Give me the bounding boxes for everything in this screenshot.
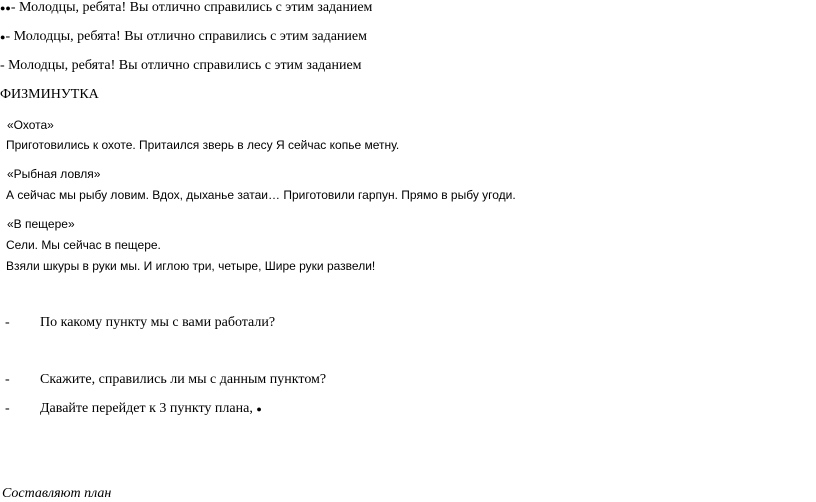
question-dash-2: - xyxy=(5,372,10,387)
praise-text-3: - Молодцы, ребята! Вы отлично справились с этим заданием xyxy=(0,58,362,73)
question-1: По какому пункту мы с вами работали? xyxy=(40,315,276,330)
exercise-title-cave: «В пещере» xyxy=(7,217,75,231)
question-3: Давайте перейдет к 3 пункту плана, xyxy=(40,401,253,416)
footer-note: Составляют план xyxy=(2,486,112,501)
praise-line-3 xyxy=(0,58,362,74)
exercise-text-cave-2: Взяли шкуры в руки мы. И иглою три, четыре, Шире руки развели! xyxy=(6,259,376,273)
question-dash-1: - xyxy=(5,315,10,330)
praise-text-2: - Молодцы, ребята! Вы отлично справились с этим заданием xyxy=(5,29,367,44)
bullet-single-icon: ● xyxy=(0,32,6,42)
exercise-text-hunt: Приготовились к охоте. Притаился зверь в лесу Я сейчас копье метну. xyxy=(6,138,400,152)
praise-text-1: - Молодцы, ребята! Вы отлично справились с этим заданием xyxy=(10,0,373,15)
bullet-trailing-icon: ● xyxy=(256,404,262,414)
question-dash-3: - xyxy=(5,401,10,416)
praise-line-1 xyxy=(0,0,372,16)
question-2: Скажите, справились ли мы с данным пунктом? xyxy=(40,372,327,387)
exercise-text-cave-1: Сели. Мы сейчас в пещере. xyxy=(6,238,161,252)
praise-line-2 xyxy=(0,29,367,45)
question-3-line xyxy=(40,401,262,417)
bullet-double-icon: ●● xyxy=(0,3,11,13)
exercise-text-fishing: А сейчас мы рыбу ловим. Вдох, дыханье затаи… Приготовили гарпун. Прямо в рыбу угоди. xyxy=(6,188,516,202)
exercise-title-fishing: «Рыбная ловля» xyxy=(7,167,101,181)
section-heading: ФИЗМИНУТКА xyxy=(0,87,99,102)
exercise-title-hunt: «Охота» xyxy=(7,118,54,132)
